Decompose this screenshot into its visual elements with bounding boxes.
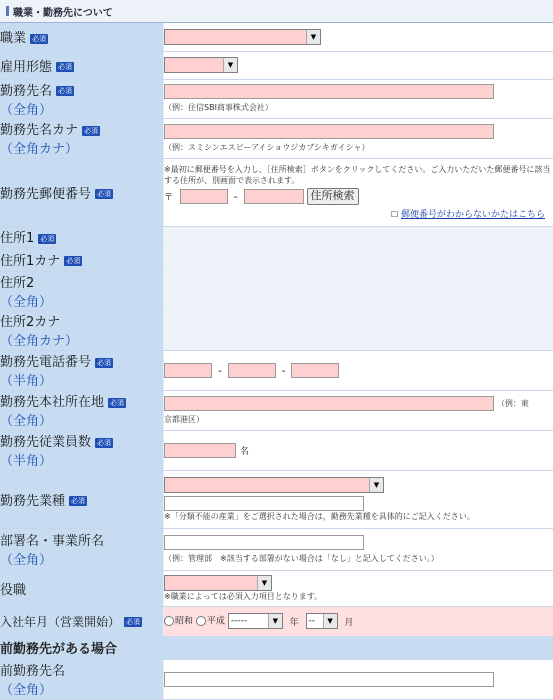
postal-dash: - xyxy=(234,190,238,203)
section-title-bar xyxy=(0,0,553,23)
department-example: （例：管理部 ※該当する部署がない場合は「なし」と記入してください。） xyxy=(164,553,553,564)
phone-second-input[interactable] xyxy=(228,363,276,378)
chevron-down-icon: ▼ xyxy=(306,30,320,44)
address-search-button[interactable]: 住所検索 xyxy=(307,188,359,205)
employees-unit: 名 xyxy=(240,447,249,457)
industry-label: 勤務先業種 xyxy=(0,494,65,509)
industry-note: ※「分類不能の産業」をご選択された場合は，勤務先業種を具体的にご記入ください。 xyxy=(164,511,553,522)
era-showa-label: 昭和 xyxy=(175,617,193,627)
year-unit: 年 xyxy=(290,618,299,628)
postal-code-first-input[interactable] xyxy=(180,189,228,204)
window-icon: ☐ xyxy=(391,210,398,219)
hq-location-example-b: 京都港区） xyxy=(164,414,553,425)
row-industry xyxy=(0,470,553,528)
previous-section-title: 前勤務先がある場合 xyxy=(0,636,553,659)
postal-note: ※最初に郵便番号を入力し、［住所検索］ボタンをクリックしてください。ご入力いただいた郵便番号に該当する住所が、別画面で表示されます。 xyxy=(164,164,553,186)
required-badge: 必須 xyxy=(95,189,113,199)
chevron-down-icon: ▼ xyxy=(223,58,237,72)
phone-dash: - xyxy=(282,364,286,377)
row-position xyxy=(0,570,553,606)
company-name-label: 勤務先名 xyxy=(0,84,52,99)
section-title: 職業・勤務先について xyxy=(13,4,113,19)
address1-kana-label: 住所1カナ xyxy=(0,254,60,269)
department-input[interactable] xyxy=(164,535,364,550)
row-phone xyxy=(0,350,553,390)
address-display-area xyxy=(164,226,553,350)
hq-location-input[interactable] xyxy=(164,396,494,411)
postal-label: 勤務先郵便番号 xyxy=(0,187,91,202)
required-badge: 必須 xyxy=(56,86,74,96)
join-date-label: 入社年月（営業開始） xyxy=(0,615,120,629)
required-badge: 必須 xyxy=(69,496,87,506)
previous-company-input[interactable] xyxy=(164,672,494,687)
join-year-select[interactable]: ----- ▼ xyxy=(228,613,283,629)
required-badge: 必須 xyxy=(30,34,48,44)
row-previous-header xyxy=(0,636,553,659)
company-kana-input[interactable] xyxy=(164,124,494,139)
occupation-label: 職業 xyxy=(0,31,26,46)
required-badge: 必須 xyxy=(64,256,82,266)
row-employees xyxy=(0,430,553,470)
required-badge: 必須 xyxy=(38,234,56,244)
occupation-select[interactable] xyxy=(164,29,321,45)
row-address1 xyxy=(0,226,553,247)
row-join-date xyxy=(0,606,553,636)
row-occupation xyxy=(0,23,553,51)
company-kana-sub: （全角カナ） xyxy=(0,138,163,157)
required-badge: 必須 xyxy=(124,617,142,627)
employment-type-label: 雇用形態 xyxy=(0,60,52,75)
era-heisei-radio[interactable] xyxy=(196,616,206,626)
company-name-example: （例：住信SBI商事株式会社） xyxy=(164,102,553,113)
row-previous-company xyxy=(0,659,553,699)
industry-detail-input[interactable] xyxy=(164,496,364,511)
position-select[interactable] xyxy=(164,575,272,591)
row-employment-type xyxy=(0,51,553,79)
phone-label: 勤務先電話番号 xyxy=(0,355,91,370)
chevron-down-icon: ▼ xyxy=(369,478,383,492)
row-company-kana xyxy=(0,118,553,158)
row-hq-location xyxy=(0,390,553,430)
phone-sub: （半角） xyxy=(0,370,163,389)
employees-label: 勤務先従業員数 xyxy=(0,435,91,450)
row-postal xyxy=(0,158,553,226)
title-bar-marker xyxy=(6,6,9,16)
hq-location-label: 勤務先本社所在地 xyxy=(0,395,104,410)
era-showa-radio[interactable] xyxy=(164,616,174,626)
join-month-select[interactable]: -- ▼ xyxy=(306,613,338,629)
address1-label: 住所1 xyxy=(0,231,34,246)
phone-third-input[interactable] xyxy=(291,363,339,378)
required-badge: 必須 xyxy=(108,398,126,408)
employment-form-table xyxy=(0,23,553,700)
industry-select[interactable] xyxy=(164,477,384,493)
position-note: ※職業によっては必須入力項目となります。 xyxy=(164,591,553,602)
address2-sub: （全角） xyxy=(0,291,163,310)
department-sub: （全角） xyxy=(0,549,163,568)
phone-first-input[interactable] xyxy=(164,363,212,378)
postal-mark: 〒 xyxy=(164,193,173,203)
chevron-down-icon: ▼ xyxy=(268,614,282,628)
row-company-name xyxy=(0,79,553,118)
employees-input[interactable] xyxy=(164,443,236,458)
postal-help-link[interactable]: 郵便番号がわからないかたはこちら xyxy=(401,210,545,220)
hq-location-sub: （全角） xyxy=(0,410,163,429)
era-heisei-label: 平成 xyxy=(207,617,225,627)
employment-type-select[interactable] xyxy=(164,57,238,73)
row-department xyxy=(0,528,553,570)
previous-company-label: 前勤務先名 xyxy=(0,664,65,679)
address2-label: 住所2 xyxy=(0,276,34,291)
address2-kana-label: 住所2カナ xyxy=(0,315,60,330)
company-name-sub: （全角） xyxy=(0,99,163,118)
hq-location-example-a: （例：東 xyxy=(497,399,529,408)
company-name-input[interactable] xyxy=(164,84,494,99)
required-badge: 必須 xyxy=(95,358,113,368)
required-badge: 必須 xyxy=(95,438,113,448)
chevron-down-icon: ▼ xyxy=(257,576,271,590)
required-badge: 必須 xyxy=(56,62,74,72)
month-unit: 月 xyxy=(344,618,353,628)
employees-sub: （半角） xyxy=(0,450,163,469)
phone-dash: - xyxy=(218,364,222,377)
required-badge: 必須 xyxy=(82,126,100,136)
department-label: 部署名・事業所名 xyxy=(0,534,104,549)
company-kana-example: （例：スミシンエスビーアイショウジカブシキガイシャ） xyxy=(164,142,553,153)
company-kana-label: 勤務先名カナ xyxy=(0,123,78,138)
postal-code-second-input[interactable] xyxy=(244,189,304,204)
address2-kana-sub: （全角カナ） xyxy=(0,330,163,349)
chevron-down-icon: ▼ xyxy=(323,614,337,628)
position-label: 役職 xyxy=(0,583,26,598)
previous-company-sub: （全角） xyxy=(0,679,163,698)
